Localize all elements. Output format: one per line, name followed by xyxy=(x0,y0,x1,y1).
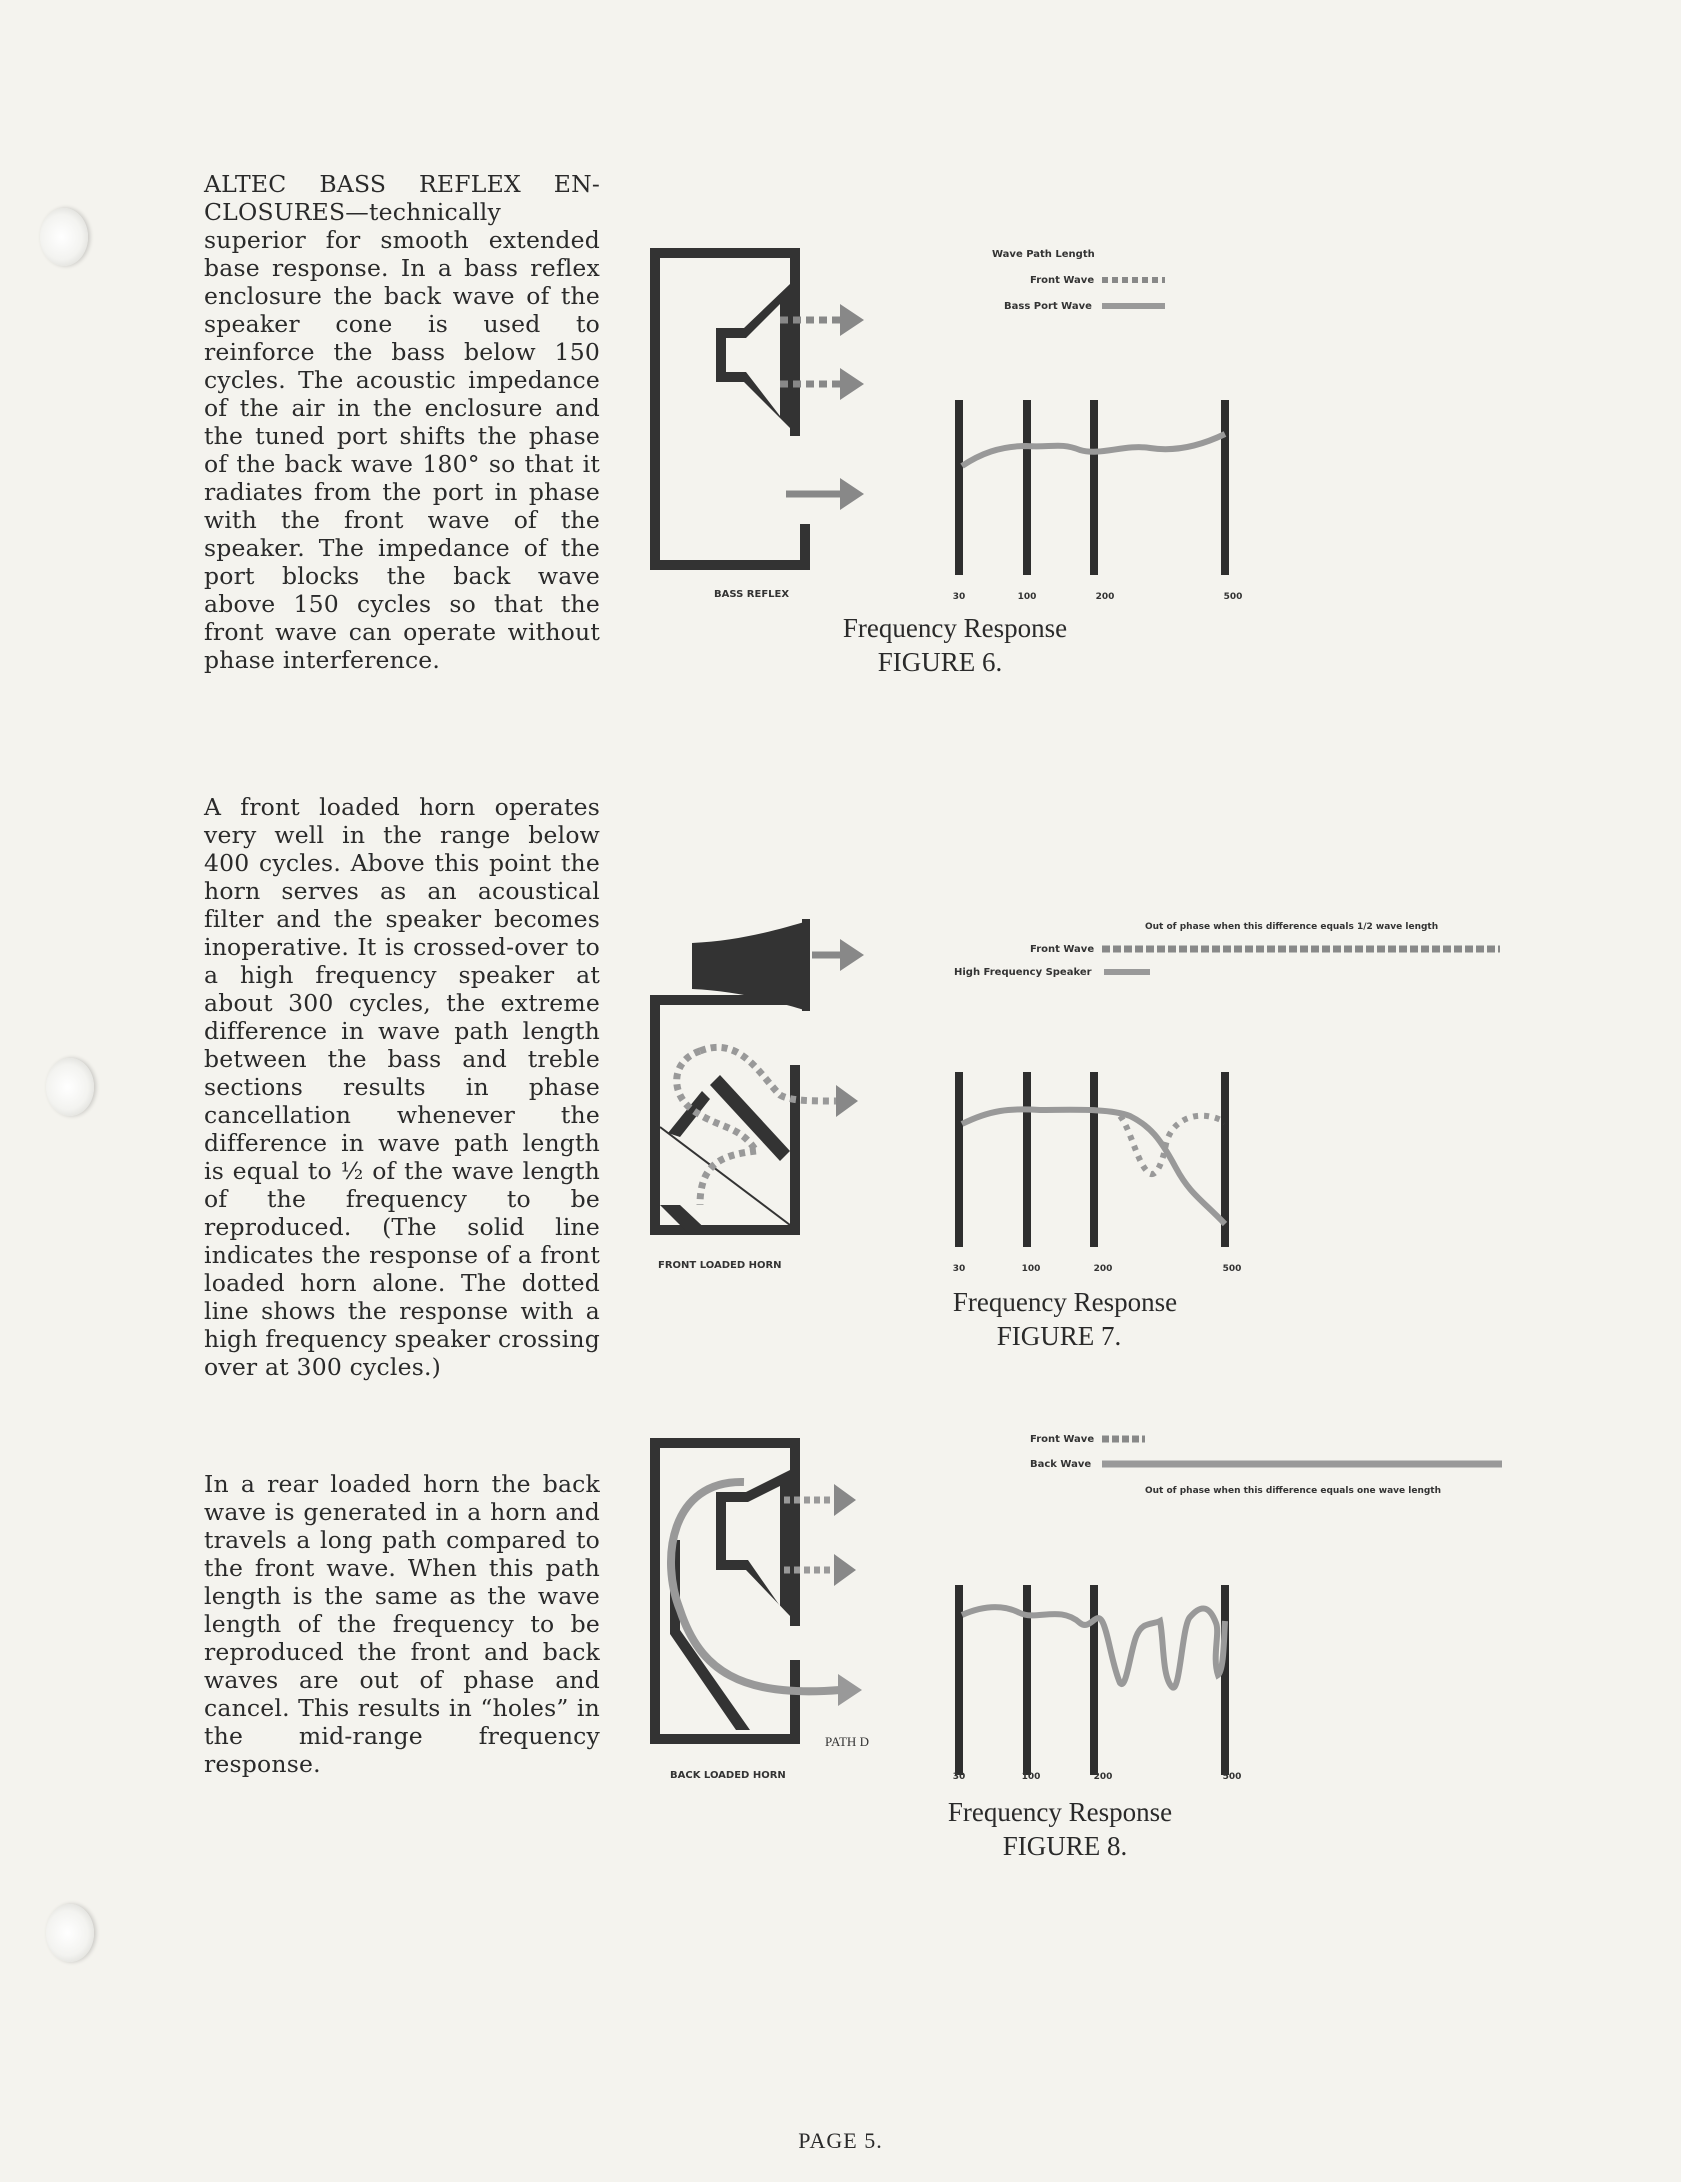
figure-7-caption xyxy=(900,1285,1230,1353)
caption-title: Frequency Response xyxy=(947,1797,1173,1827)
front-loaded-horn-paragraph: A front loaded horn operates very well in the range below 400 cycles. Above this point the horn serves as an acoustical filter and the speaker becomes inoperative. It is crossed-over to a high frequency speaker at about 300 cycles, the extreme difference in wave path length between the bass and treble sections results in phase cancellation whenever the difference in wave path length is equal to ½ of the wave length of the frequency to be reproduced. (The solid line indicates the response of a front loaded horn alone. The dotted line shows the response with a high frequency speaker crossing over at 300 cycles.) xyxy=(204,793,600,1381)
freq-bar-500 xyxy=(1221,1585,1229,1775)
enclosure-wall xyxy=(650,1734,800,1744)
binder-hole-bottom xyxy=(46,1904,94,1962)
freq-tick-label: 30 xyxy=(952,1264,966,1274)
freq-bar-500 xyxy=(1221,400,1229,575)
figure-6-caption xyxy=(780,611,1130,679)
freq-tick-label: 200 xyxy=(1095,592,1115,602)
figure-8-frequency-response xyxy=(940,1425,1500,1795)
freq-tick-label: 500 xyxy=(1222,1772,1242,1782)
fig7-legend-front: Front Wave xyxy=(1030,944,1095,955)
page-number: PAGE 5. xyxy=(798,2128,883,2153)
enclosure-wall xyxy=(650,995,800,1005)
fig6-legend-front: Front Wave xyxy=(1030,275,1095,286)
freq-tick-label: 200 xyxy=(1093,1264,1113,1274)
enclosure-wall xyxy=(650,248,660,570)
figure-6-frequency-response xyxy=(940,240,1280,610)
freq-bar-30 xyxy=(955,400,963,575)
enclosure-wall xyxy=(650,560,810,570)
figure-8-back-loaded-horn xyxy=(640,1430,900,1750)
figure-6-bass-reflex-enclosure xyxy=(640,240,880,610)
freq-bar-200 xyxy=(1090,1585,1098,1775)
freq-bar-100 xyxy=(1023,1072,1031,1247)
figure-7-frequency-response xyxy=(940,912,1500,1272)
caption-figure-number: FIGURE 8. xyxy=(1002,1831,1128,1861)
freq-tick-label: 200 xyxy=(1093,1772,1113,1782)
binder-hole-middle xyxy=(46,1058,94,1116)
freq-tick-label: 30 xyxy=(952,592,966,602)
freq-tick-label: 100 xyxy=(1021,1772,1041,1782)
fig7-note: Out of phase when this difference equals 1/2 wave length xyxy=(1145,922,1439,932)
fig8-note: Out of phase when this difference equals one wave length xyxy=(1145,1486,1442,1496)
fig6-enclosure-label: BASS REFLEX xyxy=(714,589,790,600)
enclosure-wall xyxy=(650,995,660,1235)
freq-bar-200 xyxy=(1090,1072,1098,1247)
enclosure-wall xyxy=(650,1225,800,1235)
fig7-legend-hf: High Frequency Speaker xyxy=(954,967,1092,978)
freq-bar-200 xyxy=(1090,400,1098,575)
figure-7-front-loaded-horn xyxy=(640,915,880,1255)
figure-8-caption xyxy=(895,1795,1225,1863)
horn-throat xyxy=(668,1091,710,1137)
caption-title: Frequency Response xyxy=(842,613,1068,643)
enclosure-wall xyxy=(800,524,810,570)
freq-tick-label: 100 xyxy=(1021,1264,1041,1274)
enclosure-wall xyxy=(790,1660,800,1744)
fig8-legend-back: Back Wave xyxy=(1030,1459,1092,1470)
caption-figure-number: FIGURE 6. xyxy=(877,647,1003,677)
enclosure-wall xyxy=(650,248,800,258)
enclosure-wall xyxy=(650,1438,660,1744)
freq-bar-30 xyxy=(955,1072,963,1247)
fig8-path-label: PATH D xyxy=(825,1734,869,1749)
bass-reflex-paragraph: ALTEC BASS REFLEX EN-CLOSURES—technically superior for smooth extended base response. In a bass reflex enclosure the back wave of the speaker cone is used to reinforce the bass below 150 cycles. The acoustic impedance of the air in the enclosure and the tuned port shifts the phase of the back wave 180° so that it radiates from the port in phase with the front wave of the speaker. The impedance of the port blocks the back wave above 150 cycles so that the front wave can operate without phase interference. xyxy=(204,170,600,674)
rear-loaded-horn-paragraph: In a rear loaded horn the back wave is generated in a horn and travels a long path compared to the front wave. When this path length is the same as the wave length of the frequency to be reproduced the front and back waves are out of phase and cancel. This results in “holes” in the mid-range frequency response. xyxy=(204,1470,600,1778)
enclosure-wall xyxy=(650,1438,800,1448)
fig7-enclosure-label: FRONT LOADED HORN xyxy=(658,1260,782,1271)
fig8-enclosure-label: BACK LOADED HORN xyxy=(670,1770,786,1781)
freq-tick-label: 500 xyxy=(1222,1264,1242,1274)
freq-tick-label: 100 xyxy=(1017,592,1037,602)
binder-hole-top xyxy=(40,208,88,266)
wave-path-dotted xyxy=(677,1051,756,1151)
horn-mouth xyxy=(802,919,810,1011)
fig6-legend-title: Wave Path Length xyxy=(992,249,1095,260)
caption-figure-number: FIGURE 7. xyxy=(996,1321,1122,1351)
enclosure-wall xyxy=(790,1065,800,1235)
freq-tick-label: 500 xyxy=(1223,592,1243,602)
caption-title: Frequency Response xyxy=(952,1287,1178,1317)
freq-tick-label: 30 xyxy=(952,1772,966,1782)
freq-bar-100 xyxy=(1023,400,1031,575)
fig6-legend-port: Bass Port Wave xyxy=(1004,301,1092,312)
fig8-legend-front: Front Wave xyxy=(1030,1434,1095,1445)
